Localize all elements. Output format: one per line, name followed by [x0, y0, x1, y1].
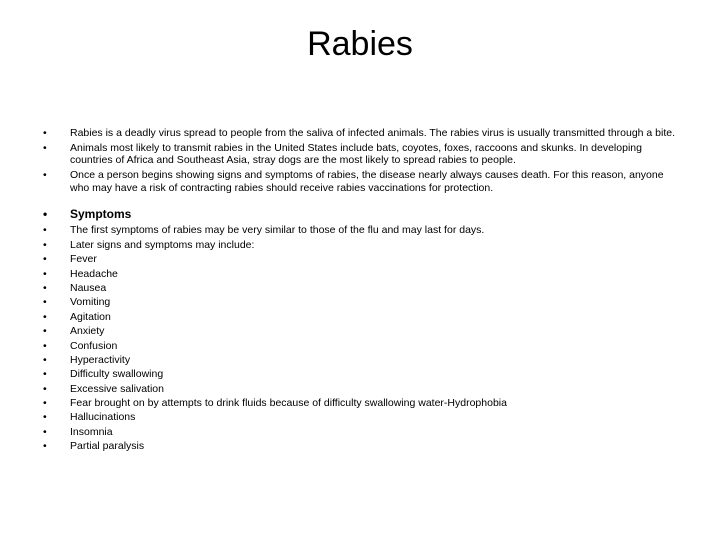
list-item-text: Excessive salivation	[70, 382, 164, 395]
list-item-text: Fever	[70, 253, 97, 266]
list-item	[40, 383, 685, 396]
list-item-text: Fear brought on by attempts to drink fluids because of difficulty swallowing water-Hydrophobia	[70, 397, 507, 410]
bullet-icon: •	[43, 397, 47, 410]
list-item	[40, 282, 685, 295]
list-item-text: Insomnia	[70, 425, 113, 438]
bullet-icon: •	[43, 411, 47, 424]
bullet-icon: •	[43, 368, 47, 381]
list-item	[40, 340, 685, 353]
list-item-text: Later signs and symptoms may include:	[70, 238, 255, 251]
bullet-icon: •	[43, 353, 47, 366]
bullet-icon: •	[43, 281, 47, 294]
list-item-text: Nausea	[70, 281, 107, 294]
list-item-text: Hyperactivity	[70, 353, 131, 366]
bullet-icon: •	[43, 296, 47, 309]
list-item-text: Agitation	[70, 310, 111, 323]
bullet-icon: •	[43, 253, 47, 266]
list-item	[40, 397, 685, 410]
list-item	[40, 440, 685, 453]
list-item	[40, 426, 685, 439]
bullet-icon: •	[43, 207, 48, 222]
symptoms-heading	[40, 207, 685, 222]
page-title: Rabies	[307, 25, 413, 63]
bullet-icon: •	[43, 168, 47, 181]
list-item	[40, 169, 685, 195]
bullet-icon: •	[43, 425, 47, 438]
intro-list	[40, 127, 685, 195]
list-item	[40, 268, 685, 281]
list-item	[40, 411, 685, 424]
section-spacer	[40, 196, 685, 207]
bullet-icon: •	[43, 224, 47, 237]
list-item-text: Rabies is a deadly virus spread to people from the saliva of infected animals. The rabies virus is usually transmitted through a bite.	[70, 127, 676, 139]
list-item-text: Partial paralysis	[70, 440, 145, 453]
list-item	[40, 325, 685, 338]
bullet-icon: •	[43, 238, 47, 251]
list-item-text: Hallucinations	[70, 411, 136, 424]
bullet-icon: •	[43, 127, 47, 139]
list-item-text: Vomiting	[70, 296, 111, 309]
slide-body	[40, 127, 685, 455]
list-item	[40, 224, 685, 237]
bullet-icon: •	[43, 440, 47, 453]
list-item	[40, 311, 685, 324]
list-item	[40, 354, 685, 367]
bullet-icon: •	[43, 325, 47, 338]
bullet-icon: •	[43, 267, 47, 280]
list-item-text: Once a person begins showing signs and symptoms of rabies, the disease nearly always causes death. For this reason, anyone who may have a risk of contracting rabies should receive rabies vaccinations for protection.	[70, 168, 664, 194]
list-item-text: The first symptoms of rabies may be very similar to those of the flu and may last for days.	[70, 224, 485, 237]
list-item-text: Headache	[70, 267, 118, 280]
list-item	[40, 239, 685, 252]
list-item-text: Difficulty swallowing	[70, 368, 164, 381]
list-item	[40, 127, 685, 140]
list-item	[40, 142, 685, 168]
section-heading-text: Symptoms	[70, 207, 132, 222]
list-item-text: Anxiety	[70, 325, 105, 338]
list-item	[40, 368, 685, 381]
list-item-text: Animals most likely to transmit rabies in the United States include bats, coyotes, foxes, raccoons and skunks. In developing countries of Africa and Southeast Asia, stray dogs are the most likely to spread rabies to people.	[70, 141, 642, 167]
list-item	[40, 253, 685, 266]
symptoms-list	[40, 207, 685, 453]
bullet-icon: •	[43, 339, 47, 352]
list-item-text: Confusion	[70, 339, 118, 352]
bullet-icon: •	[43, 141, 47, 154]
bullet-icon: •	[43, 310, 47, 323]
bullet-icon: •	[43, 382, 47, 395]
list-item	[40, 296, 685, 309]
